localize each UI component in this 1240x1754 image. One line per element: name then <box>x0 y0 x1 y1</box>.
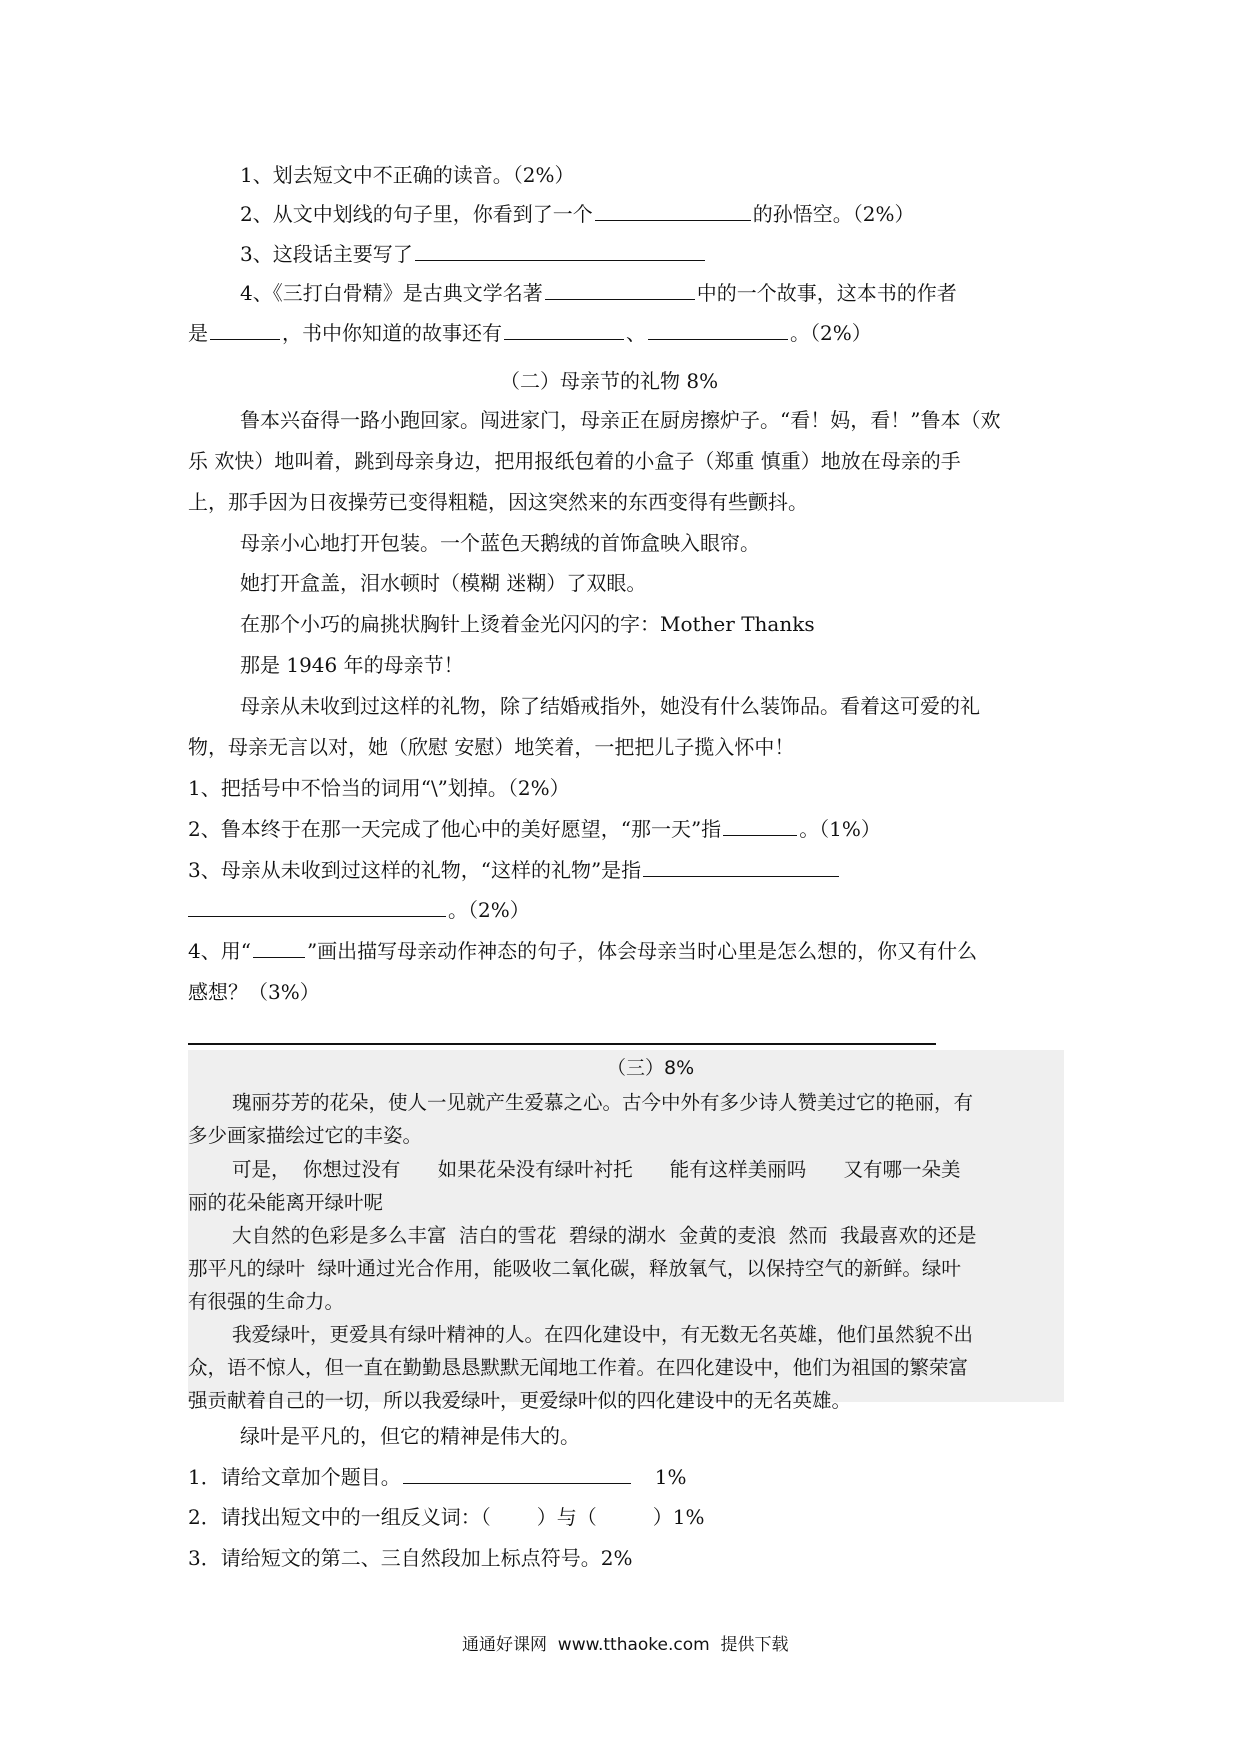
answer-blank[interactable] <box>723 815 797 836</box>
s2-paragraph-3: 她打开盒盖，泪水顿时（模糊 迷糊）了双眼。 <box>240 571 647 595</box>
s2-paragraph-2: 母亲小心地打开包装。一个蓝色天鹅绒的首饰盒映入眼帘。 <box>240 531 760 555</box>
s2-question-4-cont: 感想？（3%） <box>188 980 320 1004</box>
answer-blank[interactable] <box>415 240 705 261</box>
s3-paragraph-4-line-3: 强贡献着自己的一切，所以我爱绿叶，更爱绿叶似的四化建设中的无名英雄。 <box>188 1389 852 1412</box>
s3-paragraph-3-line-1: 大自然的色彩是多么丰富 洁白的雪花 碧绿的湖水 金黄的麦浪 然而 我最喜欢的还是 <box>232 1224 977 1247</box>
answer-blank[interactable] <box>403 1463 631 1484</box>
answer-blank[interactable] <box>504 319 624 340</box>
s2-paragraph-6-line-1: 母亲从未收到过这样的礼物，除了结婚戒指外，她没有什么装饰品。看着这可爱的礼 <box>240 694 980 718</box>
s3-paragraph-3-line-3: 有很强的生命力。 <box>188 1290 345 1313</box>
s3-paragraph-1-line-1: 瑰丽芬芳的花朵，使人一见就产生爱慕之心。古今中外有多少诗人赞美过它的艳丽，有 <box>232 1091 974 1114</box>
s3-paragraph-2-line-1: 可是， 你想过没有 如果花朵没有绿叶衬托 能有这样美丽吗 又有哪一朵美 <box>232 1158 961 1181</box>
underline-sample <box>253 937 305 958</box>
answer-blank[interactable] <box>188 896 446 917</box>
s2-question-1: 1、把括号中不恰当的词用“\”划掉。（2%） <box>188 776 570 800</box>
s3-paragraph-4-line-1: 我爱绿叶，更爱具有绿叶精神的人。在四化建设中，有无数无名英雄，他们虽然貌不出 <box>232 1323 974 1346</box>
s2-paragraph-6-line-2: 物，母亲无言以对，她（欣慰 安慰）地笑着，一把把儿子揽入怀中！ <box>188 735 795 759</box>
answer-blank[interactable] <box>643 856 839 877</box>
s1-question-3: 3、这段话主要写了 <box>240 240 707 268</box>
answer-blank[interactable] <box>210 319 280 340</box>
s3-question-1: 1．请给文章加个题目。 1% <box>188 1465 687 1489</box>
answer-blank[interactable] <box>595 200 751 221</box>
s2-title: （二）母亲节的礼物 8% <box>500 369 719 393</box>
s2-question-3-cont: 。（2%） <box>188 896 530 924</box>
s2-question-3: 3、母亲从未收到过这样的礼物，“这样的礼物”是指 <box>188 856 841 884</box>
s1-question-4-cont: 是 ，书中你知道的故事还有 、 。（2%） <box>188 321 872 345</box>
s3-paragraph-4-line-2: 众，语不惊人，但一直在勤勤恳恳默默无闻地工作着。在四化建设中，他们为祖国的繁荣富 <box>188 1356 969 1379</box>
s3-paragraph-3-line-2: 那平凡的绿叶 绿叶通过光合作用，能吸收二氧化碳，释放氧气，以保持空气的新鲜。绿叶 <box>188 1257 961 1280</box>
s1-question-4: 4、《三打白骨精》是古典文学名著 中的一个故事，这本书的作者 <box>240 281 957 305</box>
answer-line[interactable] <box>188 1043 936 1045</box>
s3-question-3: 3．请给短文的第二、三自然段加上标点符号。2% <box>188 1546 633 1570</box>
s2-paragraph-1-line-2: 乐 欢快）地叫着，跳到母亲身边，把用报纸包着的小盒子（郑重 慎重）地放在母亲的手 <box>188 449 961 473</box>
s3-question-2: 2．请找出短文中的一组反义词：（ ）与（ ）1% <box>188 1505 705 1529</box>
s2-paragraph-4: 在那个小巧的扁挑状胸针上烫着金光闪闪的字：Mother Thanks <box>240 612 815 636</box>
s2-paragraph-1-line-1: 鲁本兴奋得一路小跑回家。闯进家门，母亲正在厨房擦炉子。“看！妈，看！”鲁本（欢 <box>240 408 1001 432</box>
s2-question-2: 2、鲁本终于在那一天完成了他心中的美好愿望，“那一天”指 。（1%） <box>188 817 881 841</box>
s3-paragraph-5: 绿叶是平凡的，但它的精神是伟大的。 <box>240 1424 580 1448</box>
answer-blank[interactable] <box>648 319 788 340</box>
s2-question-4: 4、用“ ”画出描写母亲动作神态的句子，体会母亲当时心里是怎么想的，你又有什么 <box>188 939 978 963</box>
s2-paragraph-1-line-3: 上，那手因为日夜操劳已变得粗糙，因这突然来的东西变得有些颤抖。 <box>188 490 808 514</box>
s3-paragraph-1-line-2: 多少画家描绘过它的丰姿。 <box>188 1124 423 1147</box>
s3-paragraph-2-line-2: 丽的花朵能离开绿叶呢 <box>188 1191 384 1214</box>
s2-paragraph-5: 那是 1946 年的母亲节！ <box>240 653 464 677</box>
answer-blank[interactable] <box>545 279 695 300</box>
s1-question-1: 1、划去短文中不正确的读音。（2%） <box>240 163 575 187</box>
s1-question-2: 2、从文中划线的句子里，你看到了一个 的孙悟空。（2%） <box>240 202 915 226</box>
s3-title: （三）8% <box>607 1057 695 1079</box>
footer-text: 通通好课网 www.tthaoke.com 提供下载 <box>462 1635 789 1655</box>
